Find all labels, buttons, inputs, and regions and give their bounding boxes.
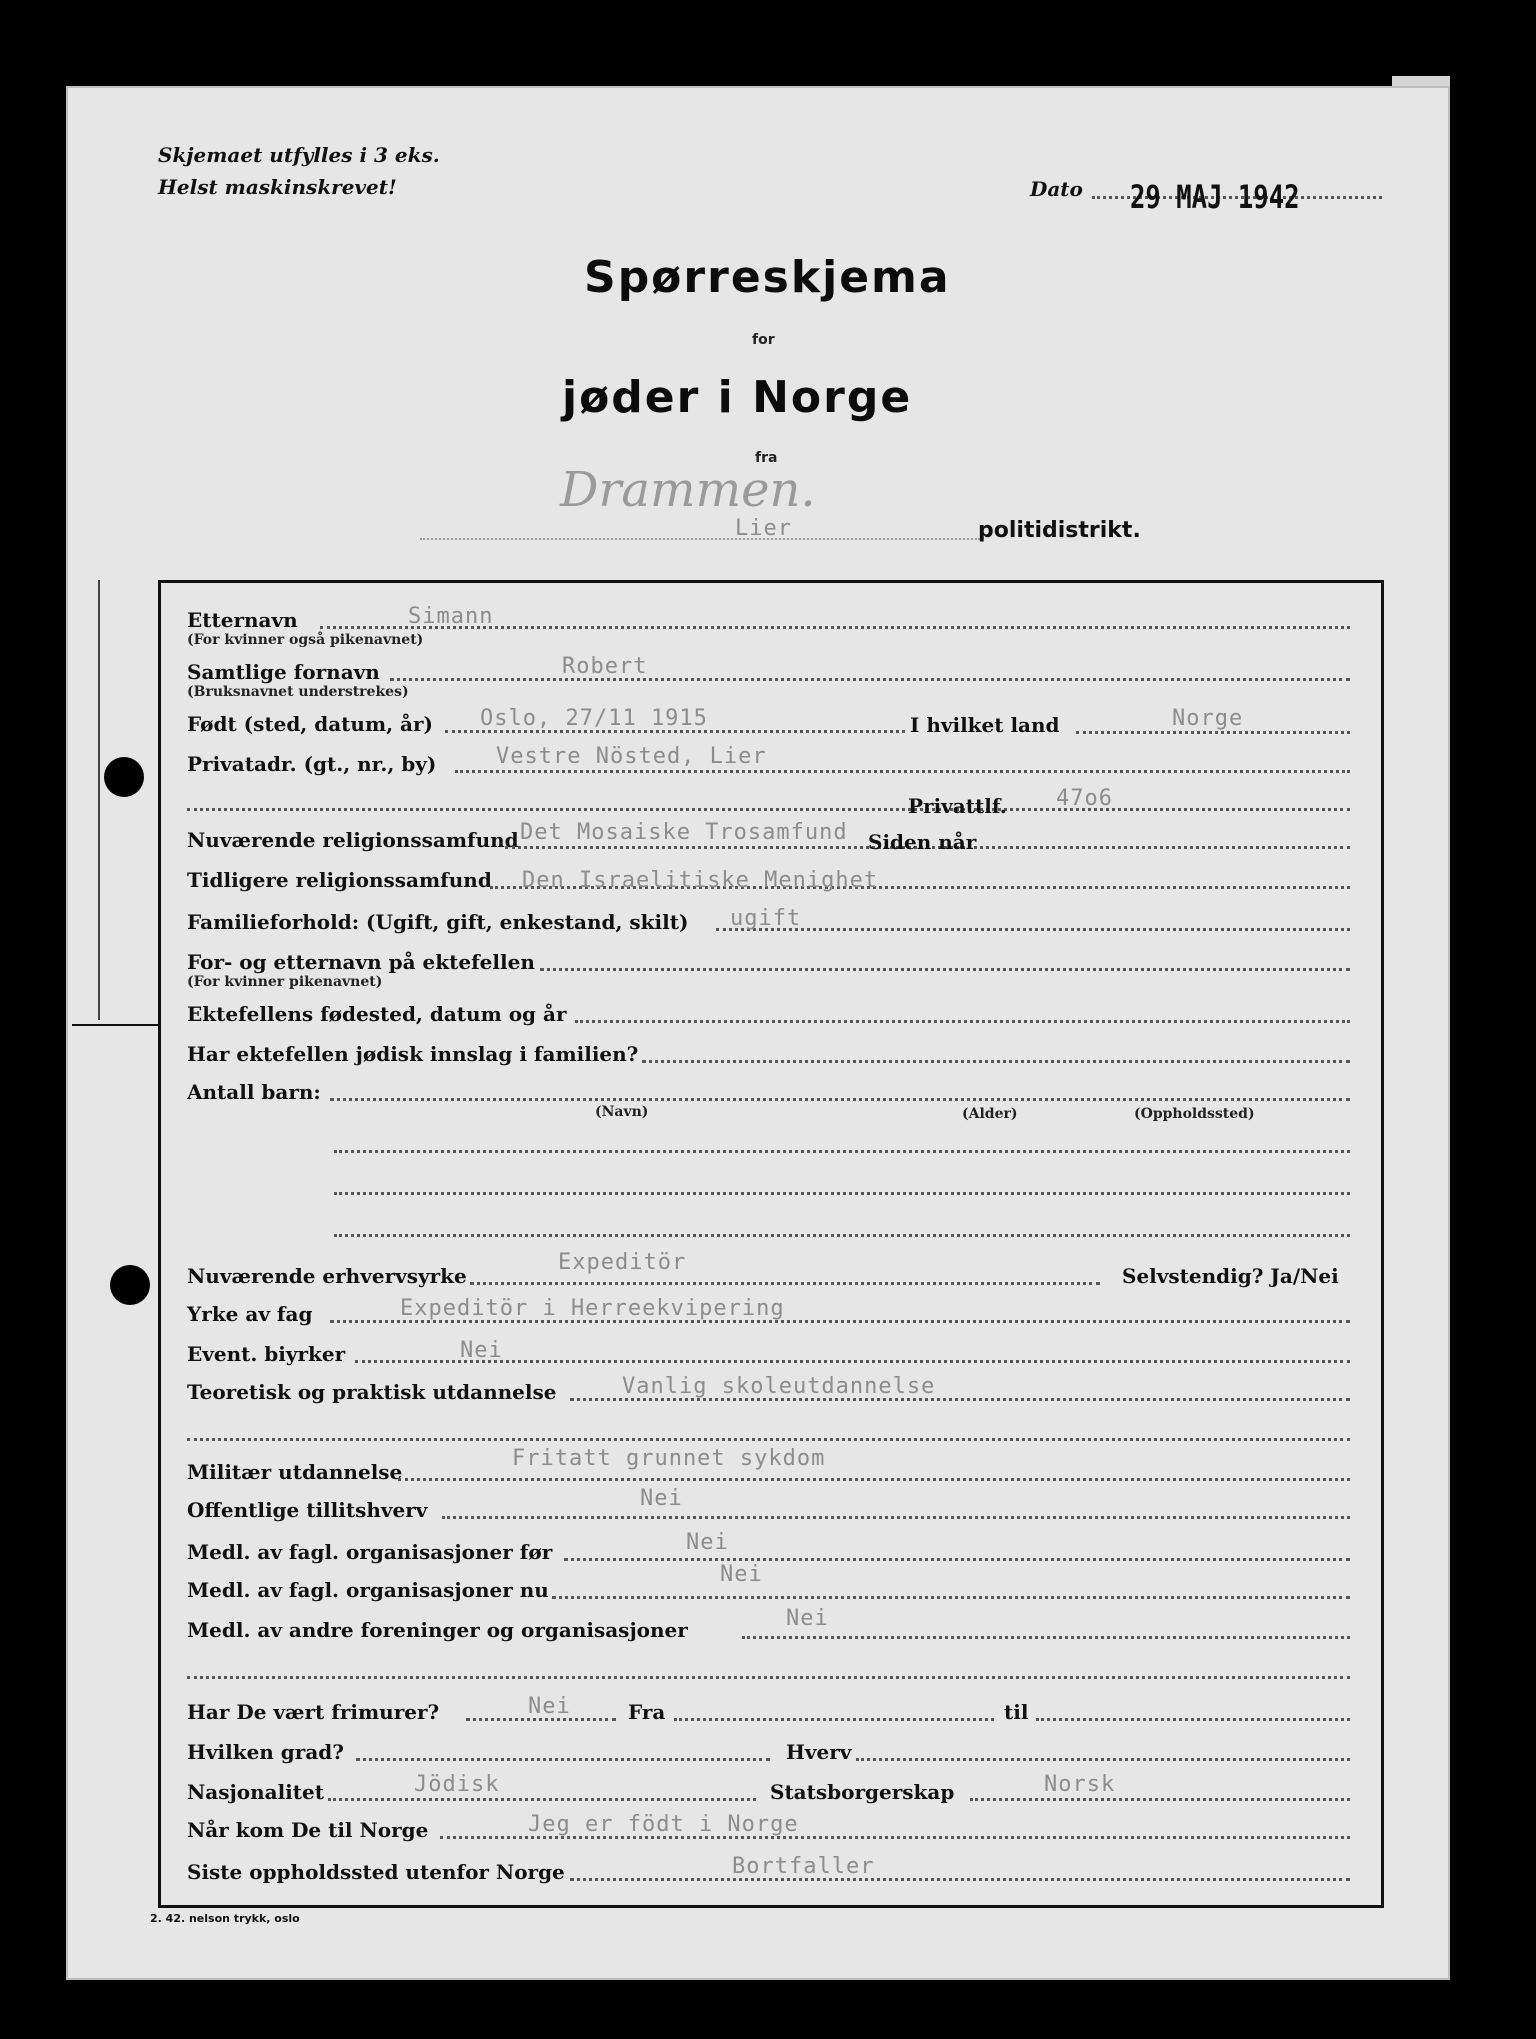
occupation-label: Nuværende erhvervsyrke <box>187 1264 467 1288</box>
title-for: for <box>752 332 775 348</box>
nationality-value: Jödisk <box>414 1772 500 1797</box>
religion-prev-value: Den Israelitiske Menighet <box>522 868 879 893</box>
spouse-birth-label: Ektefellens fødested, datum og år <box>187 1002 567 1026</box>
district-handwritten: Drammen. <box>560 462 816 518</box>
religion-now-value: Det Mosaiske Trosamfund <box>520 820 848 845</box>
arrival-label: Når kom De til Norge <box>187 1818 429 1842</box>
fold-mark <box>72 1024 158 1026</box>
spouse-jewish-label: Har ektefellen jødisk innslag i familien? <box>187 1042 639 1066</box>
citizenship-label: Statsborgerskap <box>770 1780 955 1804</box>
self-employed-label: Selvstendig? Ja/Nei <box>1122 1264 1339 1288</box>
nationality-label: Nasjonalitet <box>187 1780 324 1804</box>
date-stamp: 29 MAJ 1942 <box>1130 178 1300 216</box>
children-col-age: (Alder) <box>962 1106 1018 1122</box>
org-now-label: Medl. av fagl. organisasjoner nu <box>187 1578 549 1602</box>
spouse-name-label: For- og etternavn på ektefellen <box>187 950 535 974</box>
occupation-value: Expeditör <box>558 1250 687 1275</box>
printer-imprint: 2. 42. nelson trykk, oslo <box>150 1912 300 1925</box>
district-typed: Lier <box>735 516 792 541</box>
side-jobs-value: Nei <box>460 1338 503 1363</box>
last-abroad-label: Siste oppholdssted utenfor Norge <box>187 1860 565 1884</box>
fornavn-label: Samtlige fornavn <box>187 660 380 684</box>
fodt-label: Født (sted, datum, år) <box>187 712 433 736</box>
trade-value: Expeditör i Herreekvipering <box>400 1296 785 1321</box>
org-before-value: Nei <box>686 1530 729 1555</box>
etternavn-label: Etternavn <box>187 608 298 632</box>
privattlf-value: 47o6 <box>1056 786 1113 811</box>
trade-label: Yrke av fag <box>187 1302 313 1326</box>
role-label: Hverv <box>786 1740 852 1764</box>
freemason-label: Har De vært frimurer? <box>187 1700 440 1724</box>
org-other-label: Medl. av andre foreninger og organisasjoner <box>187 1618 688 1642</box>
form-title: Spørreskjema <box>584 252 951 303</box>
religion-now-label: Nuværende religionssamfund <box>187 828 519 852</box>
punch-hole <box>104 757 144 797</box>
from-label: Fra <box>628 1700 666 1724</box>
side-jobs-label: Event. biyrker <box>187 1342 346 1366</box>
public-value: Nei <box>640 1486 683 1511</box>
public-label: Offentlige tillitshverv <box>187 1498 428 1522</box>
freemason-value: Nei <box>528 1694 571 1719</box>
date-label: Dato <box>1030 177 1083 201</box>
family-label: Familieforhold: (Ugift, gift, enkestand, skilt) <box>187 910 689 934</box>
religion-prev-label: Tidligere religionssamfund <box>187 868 492 892</box>
privattlf-label: Privattlf. <box>908 794 1007 818</box>
org-before-label: Medl. av fagl. organisasjoner før <box>187 1540 553 1564</box>
privatadr-value: Vestre Nösted, Lier <box>496 744 767 769</box>
since-label: Siden når <box>868 830 977 854</box>
spouse-name-note: (For kvinner pikenavnet) <box>187 974 383 990</box>
education-label: Teoretisk og praktisk utdannelse <box>187 1380 557 1404</box>
etternavn-note: (For kvinner også pikenavnet) <box>187 632 424 648</box>
children-col-name: (Navn) <box>595 1104 649 1120</box>
note-typewritten: Helst maskinskrevet! <box>158 175 397 199</box>
fornavn-value: Robert <box>562 654 648 679</box>
education-value: Vanlig skoleutdannelse <box>622 1374 936 1399</box>
district-label: politidistrikt. <box>978 518 1141 543</box>
citizenship-value: Norsk <box>1044 1772 1116 1797</box>
org-now-value: Nei <box>720 1562 763 1587</box>
grade-label: Hvilken grad? <box>187 1740 344 1764</box>
military-value: Fritatt grunnet sykdom <box>512 1446 826 1471</box>
military-label: Militær utdannelse <box>187 1460 403 1484</box>
family-value: ugift <box>730 906 802 931</box>
punch-hole <box>110 1265 150 1305</box>
form-subtitle: jøder i Norge <box>562 372 913 423</box>
note-copies: Skjemaet utfylles i 3 eks. <box>158 143 440 167</box>
privatadr-label: Privatadr. (gt., nr., by) <box>187 752 437 776</box>
arrival-value: Jeg er födt i Norge <box>528 1812 799 1837</box>
fodt-value: Oslo, 27/11 1915 <box>480 706 708 731</box>
land-label: I hvilket land <box>910 713 1060 737</box>
title-fra: fra <box>755 450 778 466</box>
fold-line <box>98 580 100 1020</box>
etternavn-value: Simann <box>408 604 494 629</box>
children-label: Antall barn: <box>187 1080 321 1104</box>
land-value: Norge <box>1172 706 1244 731</box>
children-col-place: (Oppholdssted) <box>1134 1106 1255 1122</box>
org-other-value: Nei <box>786 1606 829 1631</box>
to-label: til <box>1004 1700 1029 1724</box>
fornavn-note: (Bruksnavnet understrekes) <box>187 684 409 700</box>
last-abroad-value: Bortfaller <box>732 1854 875 1879</box>
